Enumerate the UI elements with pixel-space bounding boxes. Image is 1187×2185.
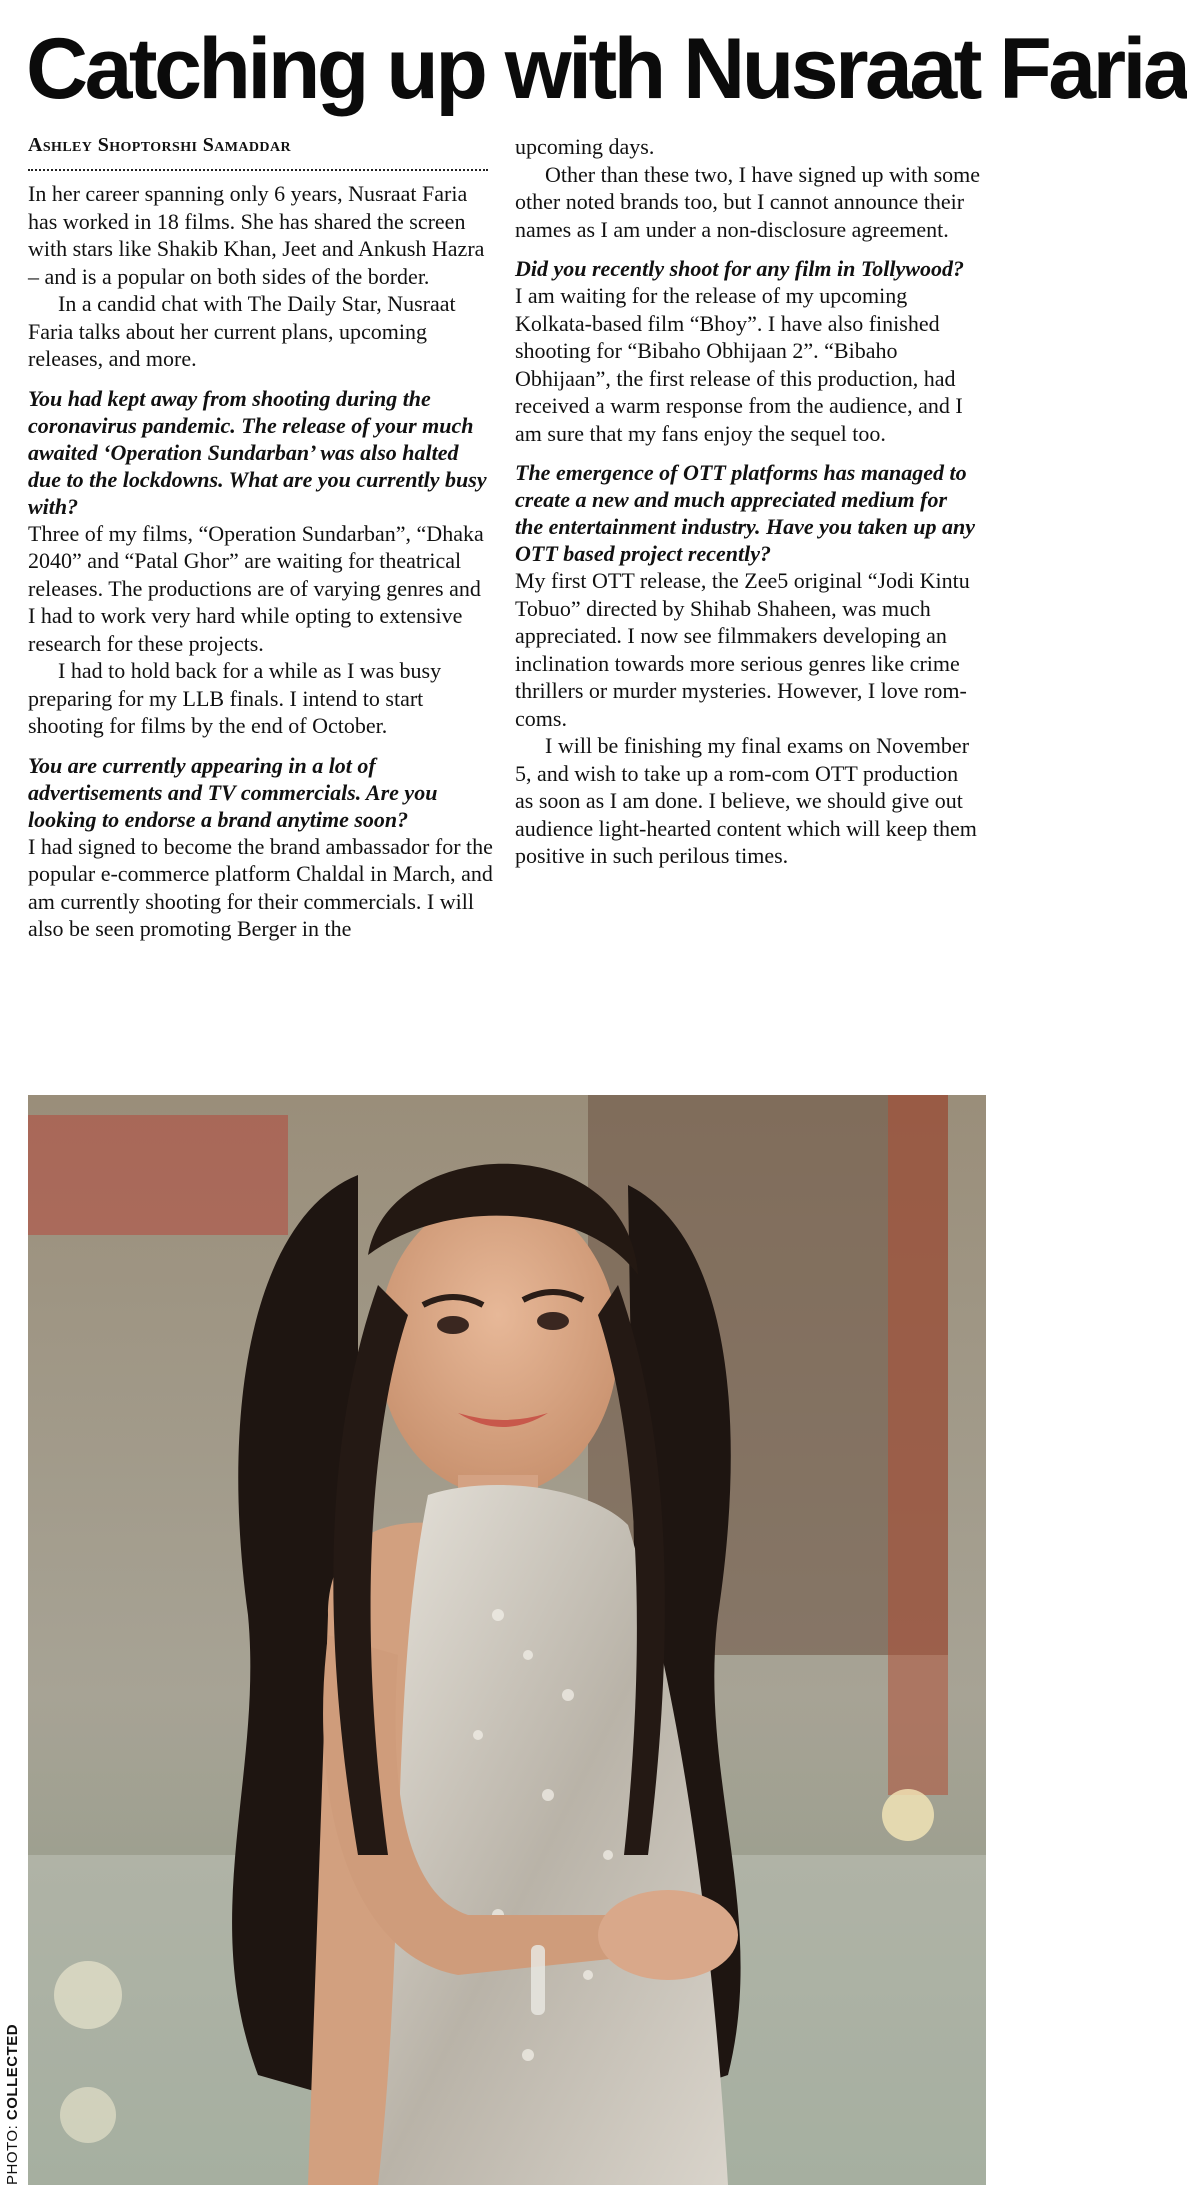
interview-question: Did you recently shoot for any film in Tollywood? (515, 256, 964, 281)
paragraph: In a candid chat with The Daily Star, Nusraat Faria talks about her current plans, upcoming releases, and more. (28, 291, 456, 371)
interview-question: You had kept away from shooting during the coronavirus pandemic. The release of your much awaited ‘Operation Sundarban’ was also halted due to the lockdowns. What are you currently busy with? (28, 385, 487, 519)
portrait-illustration (28, 1095, 986, 2185)
interview-question: You are currently appearing in a lot of advertisements and TV commercials. Are you looking to endorse a brand anytime soon? (28, 752, 438, 832)
photo-credit-label: PHOTO: (4, 2124, 21, 2185)
interview-answer: I had signed to become the brand ambassador for the popular e-commerce platform Chaldal in March, and am currently shooting for their commercials. I will also be seen promoting Berger in the (28, 833, 493, 941)
byline: Ashley Shoptorshi Samaddar (28, 134, 291, 156)
interview-answer: Three of my films, “Operation Sundarban”, “Dhaka 2040” and “Patal Ghor” are waiting for theatrical releases. The productions are of varying genres and I had to work very hard while opting to extensive research for these projects. (28, 520, 484, 656)
portrait-photo (28, 1095, 986, 2185)
photo-credit (4, 2024, 22, 2185)
interview-question: The emergence of OTT platforms has managed to create a new and much appreciated medium for the entertainment industry. Have you taken up any OTT based project recently? (515, 460, 975, 566)
paragraph: upcoming days. (515, 134, 655, 159)
paragraph: I will be finishing my final exams on November 5, and wish to take up a rom-com OTT production as soon as I am done. I believe, we should give out audience light-hearted content which will keep them positive in such perilous times. (515, 733, 977, 868)
paragraph: In her career spanning only 6 years, Nusraat Faria has worked in 18 films. She has shared the screen with stars like Shakib Khan, Jeet and Ankush Hazra – and is a popular on both sides of the border. (28, 181, 485, 289)
headline: Catching up with Nusraat Faria (26, 21, 1187, 117)
byline-divider (28, 169, 488, 171)
interview-answer: I am waiting for the release of my upcoming Kolkata-based film “Bhoy”. I have also finished shooting for “Bibaho Obhijaan 2”. “Bibaho Obhijaan”, the first release of this production, had received a warm response from the audience, and I am sure that my fans enjoy the sequel too. (515, 283, 963, 446)
interview-answer: My first OTT release, the Zee5 original “Jodi Kintu Tobuo” directed by Shihab Shaheen, was much appreciated. I now see filmmakers developing an inclination towards more serious genres like crime thrillers or murder mysteries. However, I love rom-coms. (515, 568, 970, 731)
article-column-left (28, 180, 493, 943)
photo-credit-source: COLLECTED (4, 2023, 21, 2121)
article-column-right (515, 133, 980, 870)
paragraph: I had to hold back for a while as I was busy preparing for my LLB finals. I intend to start shooting for films by the end of October. (28, 658, 442, 738)
paragraph: Other than these two, I have signed up with some other noted brands too, but I cannot announce their names as I am under a non-disclosure agreement. (515, 161, 981, 242)
